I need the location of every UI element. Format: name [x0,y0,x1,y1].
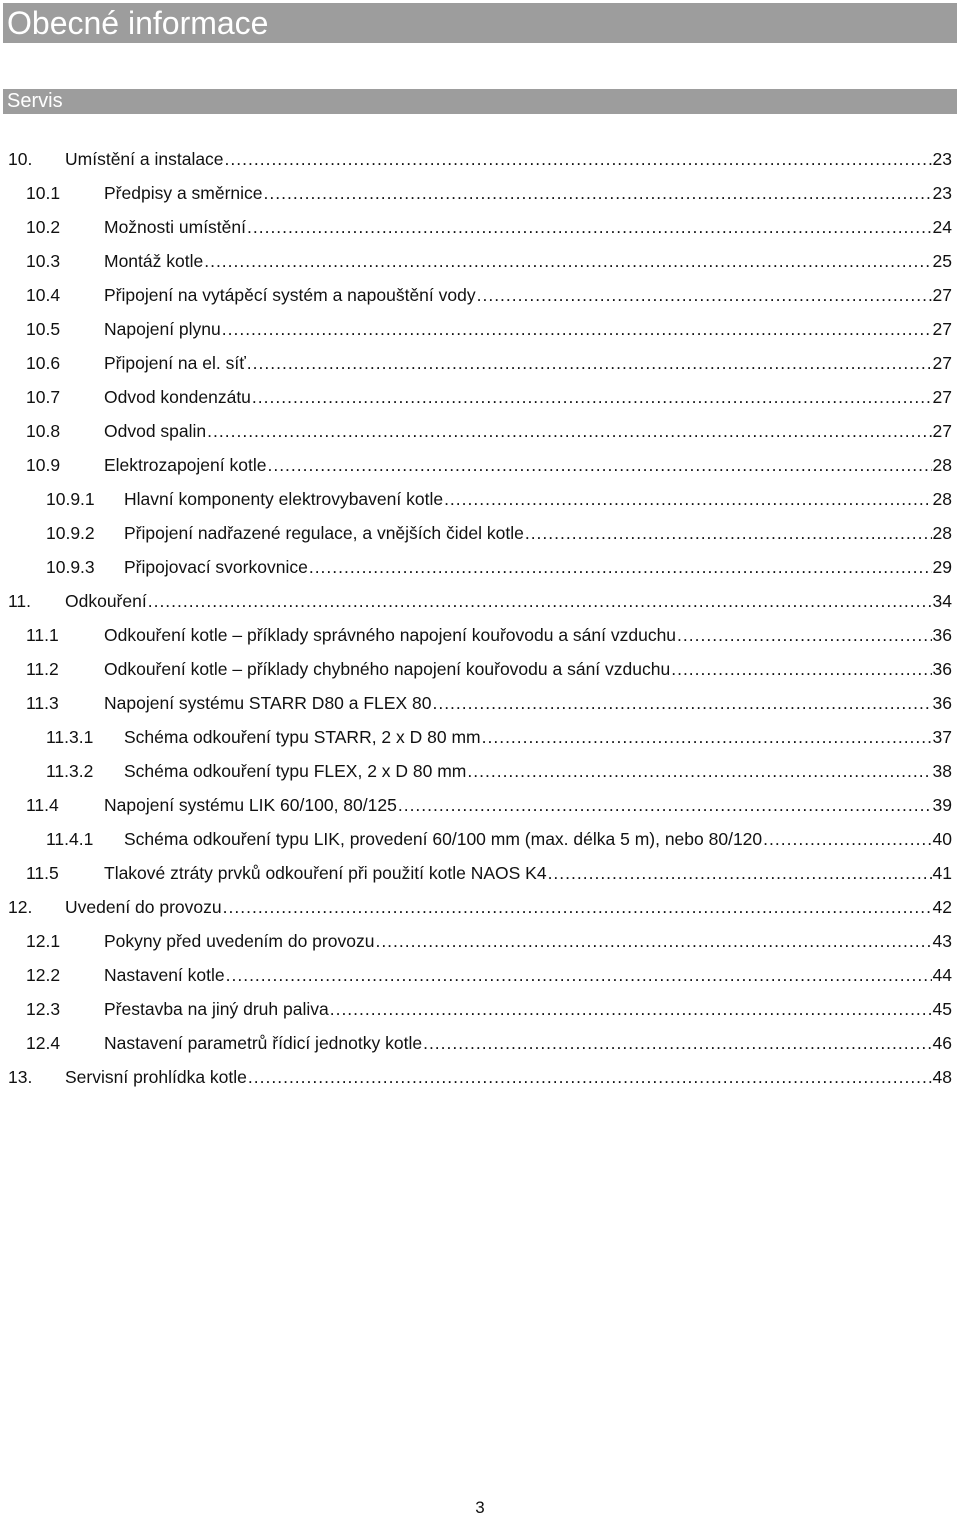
toc-entry[interactable] [0,482,960,516]
toc-entry-leader-line [65,890,952,924]
toc-entry-title[interactable]: Uvedení do provozu [65,897,222,917]
toc-entry[interactable] [0,346,960,380]
toc-entry-number: 11.3.1 [46,727,94,747]
toc-entry-leader-line [124,754,952,788]
toc-dot-leader [330,992,932,1026]
toc-dot-leader [267,448,931,482]
toc-entry-title[interactable]: Napojení systému LIK 60/100, 80/125 [104,795,397,815]
toc-entry[interactable] [0,278,960,312]
section-heading-bar [3,89,957,114]
toc-entry-leader-line [65,584,952,618]
toc-entry-page: 36 [932,693,952,713]
toc-entry-page: 43 [932,931,952,951]
toc-entry-leader-line [104,856,952,890]
toc-entry-number: 13. [8,1067,33,1087]
toc-dot-leader [763,822,931,856]
toc-entry[interactable] [0,1060,960,1094]
toc-entry-title[interactable]: Odkouření [65,591,147,611]
toc-entry[interactable] [0,822,960,856]
toc-dot-leader [432,686,931,720]
toc-entry-number: 10.5 [26,319,61,339]
toc-entry-title[interactable]: Předpisy a směrnice [104,183,263,203]
toc-entry-page: 27 [932,319,952,339]
toc-entry-page: 39 [932,795,952,815]
toc-entry-title[interactable]: Napojení plynu [104,319,221,339]
toc-entry-title[interactable]: Připojení nadřazené regulace, a vnějších čidel kotle [124,523,524,543]
toc-entry[interactable] [0,958,960,992]
toc-entry[interactable] [0,686,960,720]
toc-dot-leader [671,652,931,686]
toc-entry-page: 28 [932,455,952,475]
toc-entry[interactable] [0,448,960,482]
toc-entry[interactable] [0,788,960,822]
toc-dot-leader [423,1026,931,1060]
toc-dot-leader [548,856,932,890]
toc-entry[interactable] [0,992,960,1026]
toc-entry-page: 41 [932,863,952,883]
toc-entry-title[interactable]: Odkouření kotle – příklady chybného napojení kouřovodu a sání vzduchu [104,659,671,679]
toc-entry[interactable] [0,312,960,346]
toc-entry-leader-line [124,516,952,550]
toc-entry-leader-line [104,380,952,414]
toc-entry-leader-line [104,788,952,822]
toc-entry-page: 45 [932,999,952,1019]
toc-entry-title[interactable]: Nastavení parametrů řídicí jednotky kotle [104,1033,423,1053]
toc-entry-page: 27 [932,353,952,373]
toc-entry-page: 28 [932,489,952,509]
toc-entry-leader-line [104,244,952,278]
toc-entry-leader-line [104,992,952,1026]
toc-entry-page: 28 [932,523,952,543]
toc-entry[interactable] [0,516,960,550]
toc-entry-leader-line [104,210,952,244]
toc-entry-page: 23 [932,183,952,203]
toc-dot-leader [677,618,932,652]
toc-entry-number: 10.9.1 [46,489,95,509]
toc-entry-page: 27 [932,387,952,407]
toc-entry-number: 10.7 [26,387,61,407]
toc-entry-page: 27 [932,285,952,305]
toc-entry[interactable] [0,210,960,244]
document-title: Obecné informace [7,5,269,41]
toc-entry-page: 37 [932,727,952,747]
toc-entry-title[interactable]: Schéma odkouření typu FLEX, 2 x D 80 mm [124,761,467,781]
toc-entry-leader-line [104,346,952,380]
toc-dot-leader [264,176,932,210]
toc-entry-number: 12.4 [26,1033,61,1053]
toc-entry-title[interactable]: Umístění a instalace [65,149,224,169]
toc-entry[interactable] [0,176,960,210]
toc-entry-number: 12.1 [26,931,61,951]
toc-entry-title[interactable]: Hlavní komponenty elektrovybavení kotle [124,489,444,509]
toc-entry-leader-line [124,550,952,584]
toc-entry-title[interactable]: Napojení systému STARR D80 a FLEX 80 [104,693,432,713]
toc-entry[interactable] [0,414,960,448]
toc-entry-page: 46 [932,1033,952,1053]
toc-dot-leader [252,380,932,414]
toc-entry-title[interactable]: Tlakové ztráty prvků odkouření při použití kotle NAOS K4 [104,863,547,883]
toc-dot-leader [225,142,932,176]
toc-entry-title[interactable]: Připojení na el. síť [104,353,246,373]
toc-entry-title[interactable]: Připojení na vytápěcí systém a napouštění vody [104,285,476,305]
table-of-contents [0,142,960,1094]
toc-entry[interactable] [0,720,960,754]
toc-entry-number: 10.6 [26,353,61,373]
toc-entry-leader-line [124,822,952,856]
toc-dot-leader [477,278,932,312]
toc-entry-leader-line [124,720,952,754]
toc-entry-leader-line [104,958,952,992]
toc-entry-number: 10.2 [26,217,61,237]
toc-entry-title[interactable]: Schéma odkouření typu STARR, 2 x D 80 mm [124,727,481,747]
toc-entry-page: 29 [932,557,952,577]
toc-dot-leader [375,924,931,958]
toc-entry-leader-line [104,176,952,210]
toc-entry-number: 10.3 [26,251,61,271]
toc-entry-leader-line [104,686,952,720]
toc-entry-title[interactable]: Servisní prohlídka kotle [65,1067,247,1087]
toc-entry-title[interactable]: Nastavení kotle [104,965,225,985]
toc-entry[interactable] [0,380,960,414]
toc-dot-leader [148,584,932,618]
toc-entry-number: 11.3.2 [46,761,94,781]
toc-entry-title[interactable]: Odkouření kotle – příklady správného napojení kouřovodu a sání vzduchu [104,625,677,645]
toc-entry-title[interactable]: Odvod kondenzátu [104,387,251,407]
toc-entry-leader-line [65,1060,952,1094]
toc-entry-page: 40 [932,829,952,849]
toc-entry-leader-line [104,924,952,958]
toc-entry-number: 10.8 [26,421,61,441]
toc-entry-page: 48 [932,1067,952,1087]
toc-entry-title[interactable]: Přestavba na jiný druh paliva [104,999,329,1019]
toc-entry-title[interactable]: Pokyny před uvedením do provozu [104,931,375,951]
section-heading: Servis [7,90,63,112]
toc-entry-title[interactable]: Odvod spalin [104,421,207,441]
toc-entry-number: 10. [8,149,33,169]
toc-entry-page: 42 [932,897,952,917]
toc-entry-number: 10.9.2 [46,523,95,543]
toc-entry-leader-line [124,482,952,516]
toc-entry-title[interactable]: Možnosti umístění [104,217,246,237]
toc-dot-leader [467,754,931,788]
toc-entry-number: 10.1 [26,183,61,203]
toc-entry-page: 23 [932,149,952,169]
toc-entry-page: 27 [932,421,952,441]
toc-entry[interactable] [0,754,960,788]
toc-entry-number: 12.3 [26,999,61,1019]
toc-dot-leader [525,516,932,550]
toc-entry-number: 11.4.1 [46,829,94,849]
toc-entry[interactable] [0,244,960,278]
toc-entry-number: 11.3 [26,693,59,713]
toc-dot-leader [248,1060,932,1094]
toc-entry[interactable] [0,652,960,686]
toc-entry-leader-line [104,448,952,482]
toc-entry-number: 12.2 [26,965,61,985]
toc-entry-number: 11.2 [26,659,59,679]
toc-dot-leader [247,210,932,244]
toc-dot-leader [444,482,931,516]
toc-dot-leader [398,788,932,822]
toc-entry-leader-line [65,142,952,176]
toc-entry-number: 10.9 [26,455,61,475]
toc-entry-page: 44 [932,965,952,985]
toc-entry[interactable] [0,142,960,176]
toc-dot-leader [222,312,932,346]
toc-entry-page: 24 [932,217,952,237]
toc-entry-number: 11. [8,591,32,611]
toc-entry[interactable] [0,924,960,958]
toc-entry-leader-line [104,312,952,346]
toc-entry-number: 11.5 [26,863,59,883]
toc-entry-number: 10.4 [26,285,61,305]
toc-entry-leader-line [104,278,952,312]
toc-entry-page: 34 [932,591,952,611]
toc-entry-leader-line [104,1026,952,1060]
toc-entry-leader-line [104,652,952,686]
toc-dot-leader [204,244,931,278]
toc-entry-number: 10.9.3 [46,557,95,577]
toc-dot-leader [482,720,932,754]
toc-entry-page: 36 [932,625,952,645]
toc-entry-leader-line [104,618,952,652]
toc-entry[interactable] [0,856,960,890]
toc-entry[interactable] [0,550,960,584]
toc-entry-leader-line [104,414,952,448]
toc-dot-leader [247,346,932,380]
toc-dot-leader [309,550,932,584]
toc-entry-number: 11.4 [26,795,59,815]
toc-dot-leader [226,958,932,992]
document-title-bar [3,3,957,43]
toc-entry-title[interactable]: Montáž kotle [104,251,204,271]
toc-entry-title[interactable]: Elektrozapojení kotle [104,455,267,475]
toc-entry[interactable] [0,1026,960,1060]
toc-entry[interactable] [0,890,960,924]
toc-entry-number: 12. [8,897,33,917]
toc-entry-page: 36 [932,659,952,679]
page-number: 3 [475,1498,485,1517]
toc-entry-page: 25 [932,251,952,271]
toc-entry-number: 11.1 [26,625,59,645]
toc-dot-leader [223,890,932,924]
toc-entry-title[interactable]: Schéma odkouření typu LIK, provedení 60/100 mm (max. délka 5 m), nebo 80/120 [124,829,763,849]
toc-entry[interactable] [0,618,960,652]
toc-entry-page: 38 [932,761,952,781]
toc-entry-title[interactable]: Připojovací svorkovnice [124,557,308,577]
toc-dot-leader [207,414,931,448]
toc-entry[interactable] [0,584,960,618]
